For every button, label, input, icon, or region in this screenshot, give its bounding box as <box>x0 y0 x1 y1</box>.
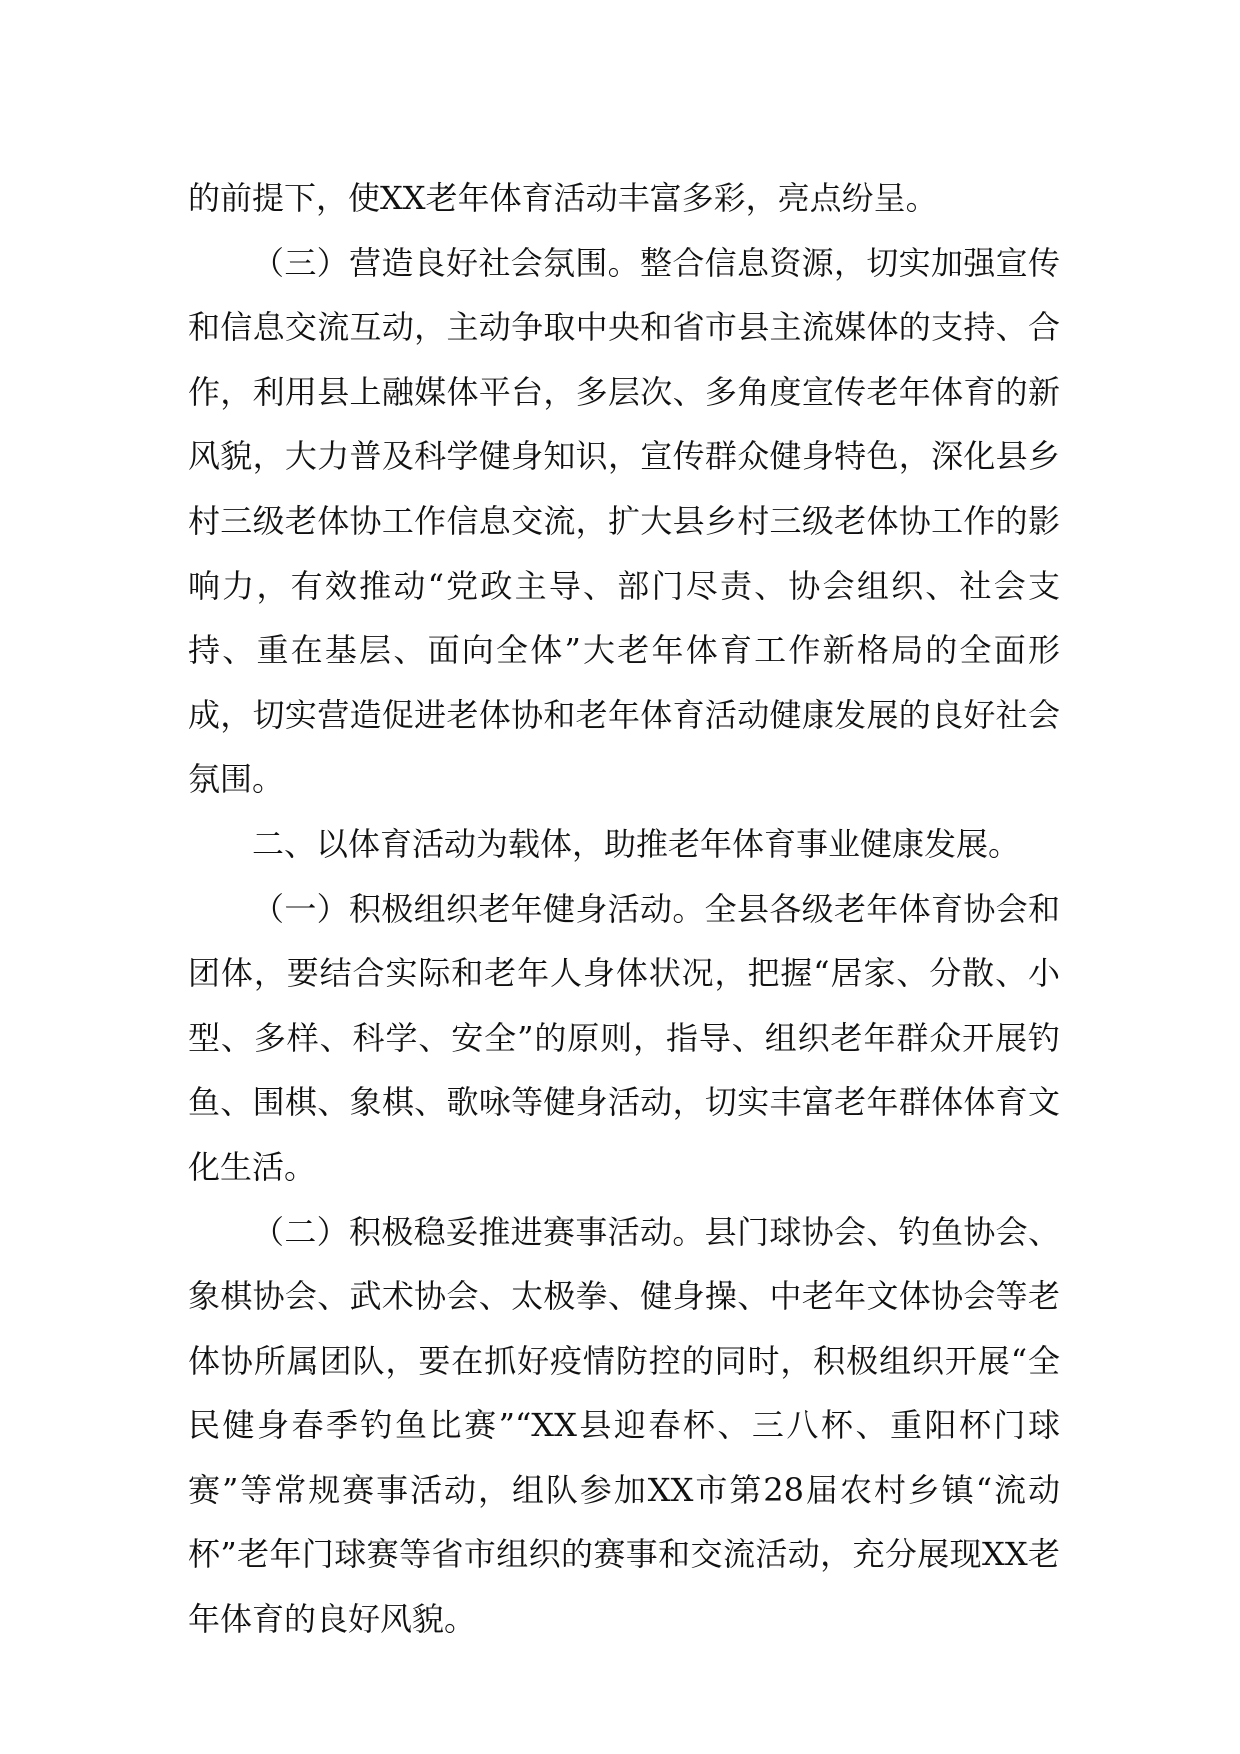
paragraph-continuation: 的前提下，使XX老年体育活动丰富多彩，亮点纷呈。 <box>188 179 938 217</box>
paragraph-section-2-competitions: （二）积极稳妥推进赛事活动。县门球协会、钓鱼协会、象棋协会、武术协会、太极拳、健身操、中老年文体协会等老体协所属团队，要在抓好疫情防控的同时，积极组织开展“全民健身春季钓鱼比赛”“XX县迎春杯、三八杯、重阳杯门球赛”等常规赛事活动，组队参加XX市第28届农村乡镇“流动杯”老年门球赛等省市组织的赛事和交流活动，充分展现XX老年体育的良好风貌。 <box>188 1212 1060 1639</box>
paragraph-section-3-social-atmosphere: （三）营造良好社会氛围。整合信息资源，切实加强宣传和信息交流互动，主动争取中央和省市县主流媒体的支持、合作，利用县上融媒体平台，多层次、多角度宣传老年体育的新风貌，大力普及科学健身知识，宣传群众健身特色，深化县乡村三级老体协工作信息交流，扩大县乡村三级老体协工作的影响力，有效推动“党政主导、部门尽责、协会组织、社会支持、重在基层、面向全体”大老年体育工作新格局的全面形成，切实营造促进老体协和老年体育活动健康发展的良好社会氛围。 <box>188 243 1060 799</box>
heading-section-two: 二、以体育活动为载体，助推老年体育事业健康发展。 <box>252 824 1021 863</box>
document-body <box>188 166 1060 1652</box>
paragraph-section-1-fitness-activities: （一）积极组织老年健身活动。全县各级老年体育协会和团体，要结合实际和老年人身体状况，把握“居家、分散、小型、多样、科学、安全”的原则，指导、组织老年群众开展钓鱼、围棋、象棋、歌咏等健身活动，切实丰富老年群体体育文化生活。 <box>188 889 1060 1186</box>
